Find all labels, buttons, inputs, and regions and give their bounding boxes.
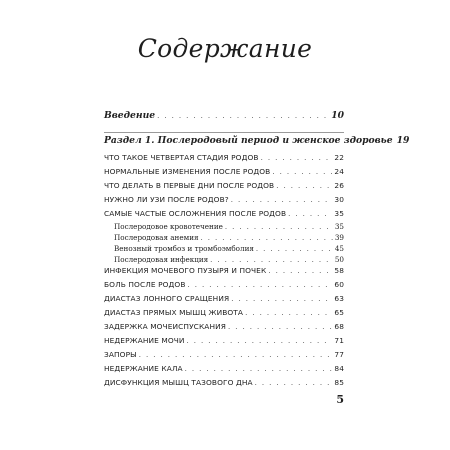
dot-leader — [272, 168, 332, 176]
dot-leader — [139, 351, 333, 359]
toc-entry-page: 60 — [334, 280, 344, 289]
toc-entry-page: 63 — [334, 294, 344, 303]
toc-entry-page: 50 — [334, 255, 344, 264]
toc-entry-page: 30 — [334, 195, 344, 204]
dot-leader — [288, 210, 332, 218]
dot-leader — [185, 365, 333, 373]
dot-leader — [157, 112, 329, 120]
toc-entry-page: 65 — [334, 308, 344, 317]
toc-entry[interactable] — [104, 322, 344, 331]
toc-entry-page: 39 — [334, 233, 344, 242]
toc-entry-label: НУЖНО ЛИ УЗИ ПОСЛЕ РОДОВ? — [104, 195, 229, 204]
dot-leader — [261, 154, 333, 162]
toc-entry-label: ЧТО ДЕЛАТЬ В ПЕРВЫЕ ДНИ ПОСЛЕ РОДОВ — [104, 181, 275, 190]
dot-leader — [201, 234, 333, 242]
toc-subentry[interactable] — [104, 222, 344, 231]
dot-leader — [231, 295, 332, 303]
toc-entry-label: Раздел 1. Послеродовый период и женское здоровье — [104, 135, 393, 146]
toc-entry-label: Послеродовая инфекция — [114, 255, 209, 264]
toc-entry-label: НЕДЕРЖАНИЕ МОЧИ — [104, 336, 185, 345]
toc-entry-label: НОРМАЛЬНЫЕ ИЗМЕНЕНИЯ ПОСЛЕ РОДОВ — [104, 167, 271, 176]
toc-entry[interactable] — [104, 167, 344, 176]
toc-subentry[interactable] — [104, 244, 344, 253]
toc-entry-label: ДИАСТАЗ ЛОННОГО СРАЩЕНИЯ — [104, 294, 230, 303]
toc-entry[interactable] — [104, 350, 344, 359]
toc-entry-page: 35 — [334, 209, 344, 218]
toc-entry-label: ИНФЕКЦИЯ МОЧЕВОГО ПУЗЫРЯ И ПОЧЕК — [104, 266, 267, 275]
toc-entry[interactable] — [104, 378, 344, 387]
dot-leader — [187, 337, 333, 345]
toc-entry[interactable] — [104, 195, 344, 204]
toc-entry[interactable] — [104, 153, 344, 162]
page-title: Содержание — [137, 34, 313, 63]
dot-leader — [268, 267, 332, 275]
page-number: 5 — [336, 393, 344, 406]
toc-entry-label: БОЛЬ ПОСЛЕ РОДОВ — [104, 280, 186, 289]
toc-entry-page: 68 — [334, 322, 344, 331]
toc-entry-page: 77 — [334, 350, 344, 359]
divider — [104, 132, 344, 133]
toc-entry-label: ДИАСТАЗ ПРЯМЫХ МЫШЦ ЖИВОТА — [104, 308, 244, 317]
toc-entry-label: Послеродовое кровотечение — [114, 222, 223, 231]
toc-entry-label: ЧТО ТАКОЕ ЧЕТВЕРТАЯ СТАДИЯ РОДОВ — [104, 153, 259, 162]
toc-entry-page: 26 — [334, 181, 344, 190]
toc-entry-label: НЕДЕРЖАНИЕ КАЛА — [104, 364, 183, 373]
dot-leader — [188, 281, 333, 289]
toc-entry-page: 22 — [334, 153, 344, 162]
toc-entry-label: Введение — [104, 110, 156, 121]
toc-entry-label: САМЫЕ ЧАСТЫЕ ОСЛОЖНЕНИЯ ПОСЛЕ РОДОВ — [104, 209, 287, 218]
toc-entry-label: ДИСФУНКЦИЯ МЫШЦ ТАЗОВОГО ДНА — [104, 378, 253, 387]
dot-leader — [256, 245, 333, 253]
toc-entry-page: 19 — [396, 135, 410, 146]
toc-entry[interactable] — [104, 294, 344, 303]
dot-leader — [255, 379, 333, 387]
dot-leader — [231, 196, 333, 204]
toc-entry[interactable] — [104, 110, 344, 121]
dot-leader — [210, 256, 333, 264]
toc-entry-page: 84 — [334, 364, 344, 373]
dot-leader — [225, 223, 333, 231]
toc-entry-label: ЗАДЕРЖКА МОЧЕИСПУСКАНИЯ — [104, 322, 226, 331]
toc-entry[interactable] — [104, 266, 344, 275]
toc-entry-page: 10 — [331, 110, 344, 121]
dot-leader — [228, 323, 332, 331]
toc-entry[interactable] — [104, 181, 344, 190]
toc-entry[interactable] — [104, 135, 410, 146]
toc-entry-label: Венозный тромбоз и тромбоэмболия — [114, 244, 254, 253]
toc-entry[interactable] — [104, 280, 344, 289]
toc-entry[interactable] — [104, 364, 344, 373]
toc-entry[interactable] — [104, 336, 344, 345]
toc-entry-page: 85 — [334, 378, 344, 387]
toc-subentry[interactable] — [104, 255, 344, 264]
toc-entry-label: Послеродовая анемия — [114, 233, 199, 242]
toc-entry-page: 58 — [334, 266, 344, 275]
toc-subentry[interactable] — [104, 233, 344, 242]
toc-entry-page: 71 — [334, 336, 344, 345]
toc-entry-label: ЗАПОРЫ — [104, 350, 137, 359]
toc-entry[interactable] — [104, 308, 344, 317]
toc-entry-page: 24 — [334, 167, 344, 176]
toc-entry-page: 35 — [334, 222, 344, 231]
dot-leader — [276, 182, 332, 190]
toc-entry-page: 45 — [334, 244, 344, 253]
toc-entry[interactable] — [104, 209, 344, 218]
dot-leader — [245, 309, 332, 317]
